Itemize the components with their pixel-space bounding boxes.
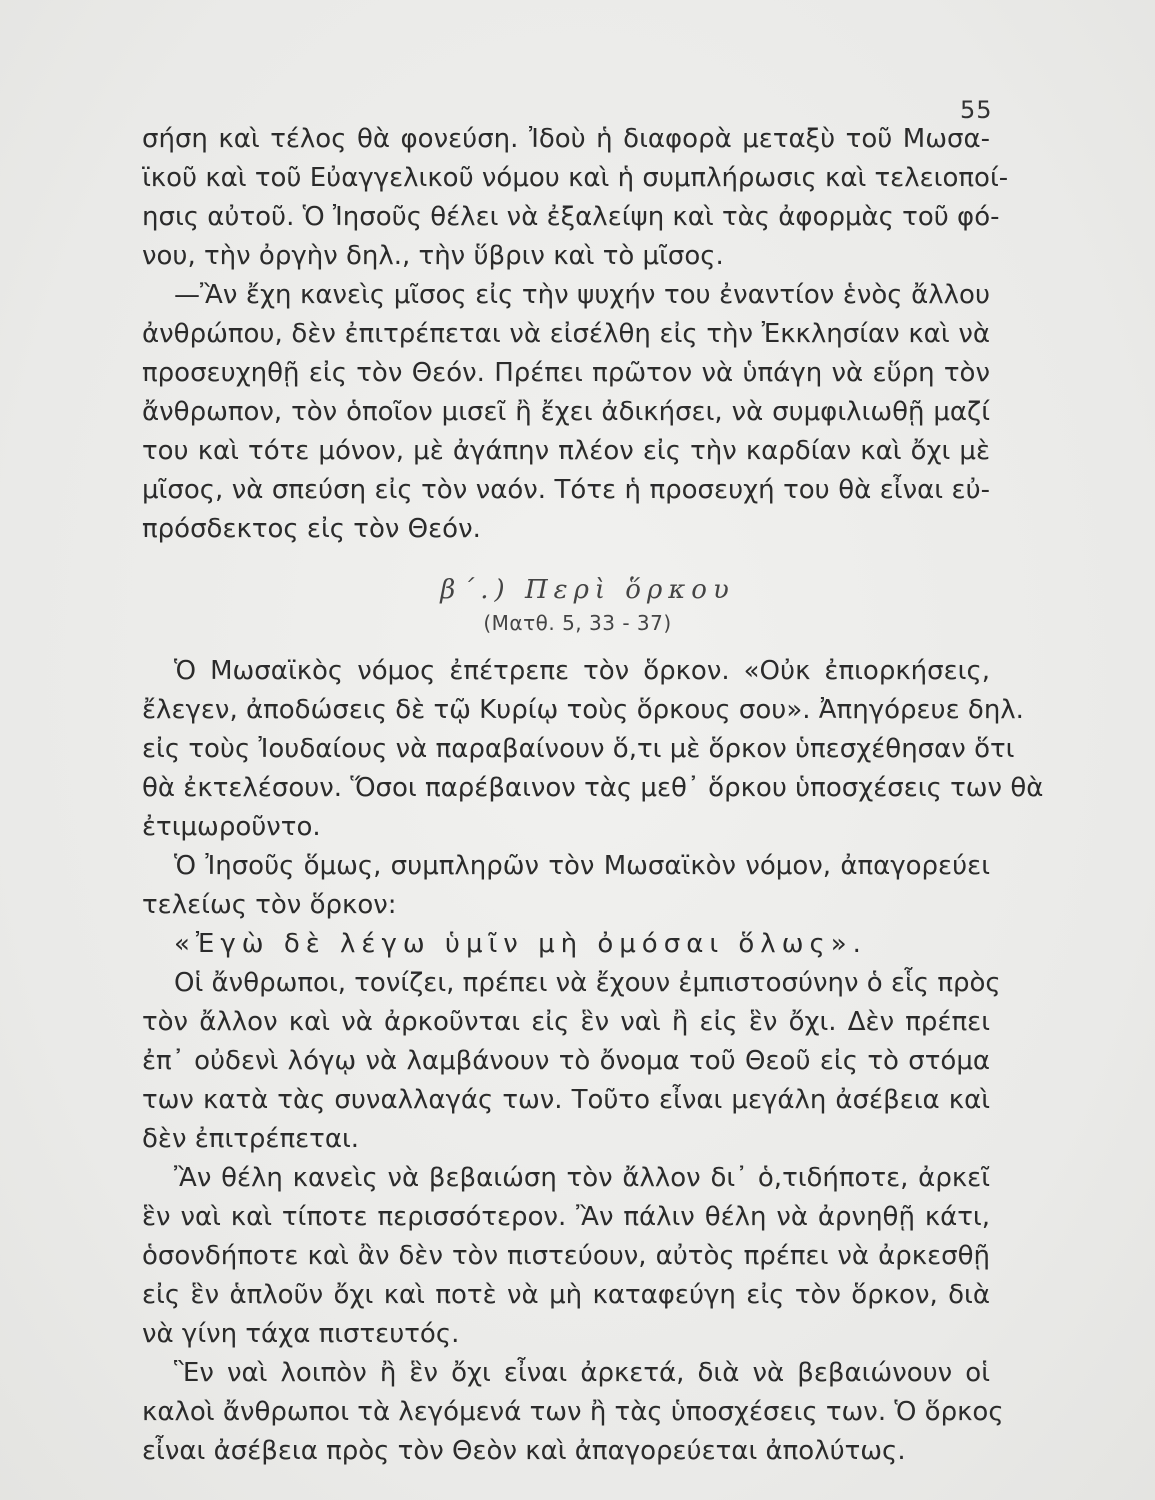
- text-block-lower: [142, 652, 1044, 1471]
- quotation: «Ἐγὼ δὲ λέγω ὑμῖν μὴ ὀμόσαι ὅλως».: [174, 929, 867, 959]
- paragraph-line: ἐπ᾽ οὐδενὶ λόγῳ νὰ λαμβάνουν τὸ ὄνομα τοῦ Θεοῦ εἰς τὸ στόμα: [142, 1046, 990, 1076]
- paragraph-line: ἀνθρώπου, δὲν ἐπιτρέπεται νὰ εἰσέλθη εἰς τὴν Ἐκκλησίαν καὶ νὰ: [142, 319, 990, 349]
- paragraph-line: εἶναι ἀσέβεια πρὸς τὸν Θεὸν καὶ ἀπαγορεύεται ἀπολύτως.: [142, 1436, 906, 1466]
- paragraph-line: ἄνθρωπον, τὸν ὁποῖον μισεῖ ἢ ἔχει ἀδικήσει, νὰ συμφιλιωθῇ μαζί: [142, 397, 990, 427]
- paragraph-line: νὰ γίνη τάχα πιστευτός.: [142, 1319, 460, 1349]
- paragraph-line: εἰς ἓν ἁπλοῦν ὄχι καὶ ποτὲ νὰ μὴ καταφεύγη εἰς τὸν ὅρκον, διὰ: [142, 1280, 990, 1310]
- paragraph-line: πρόσδεκτος εἰς τὸν Θεόν.: [142, 514, 481, 544]
- paragraph-line: θὰ ἐκτελέσουν. Ὅσοι παρέβαινον τὰς μεθ᾽ ὅρκου ὑποσχέσεις των θὰ: [142, 773, 1044, 803]
- paragraph-line: ησις αὐτοῦ. Ὁ Ἰησοῦς θέλει νὰ ἐξαλείψη καὶ τὰς ἀφορμὰς τοῦ φό-: [142, 202, 1000, 232]
- text-block-upper: [142, 120, 1009, 549]
- paragraph-line: τὸν ἄλλον καὶ νὰ ἀρκοῦνται εἰς ἓν ναὶ ἢ εἰς ἓν ὄχι. Δὲν πρέπει: [142, 1007, 990, 1037]
- paragraph-line: ὁσονδήποτε καὶ ἂν δὲν τὸν πιστεύουν, αὐτὸς πρέπει νὰ ἀρκεσθῇ: [142, 1241, 990, 1271]
- paragraph-line: μῖσος, νὰ σπεύση εἰς τὸν ναόν. Τότε ἡ προσευχή του θὰ εἶναι εὐ-: [142, 475, 990, 505]
- paragraph-line: —Ἂν ἔχη κανεὶς μῖσος εἰς τὴν ψυχήν του ἐναντίον ἑνὸς ἄλλου: [174, 280, 990, 310]
- paragraph-line: των κατὰ τὰς συναλλαγάς των. Τοῦτο εἶναι μεγάλη ἀσέβεια καὶ: [142, 1085, 990, 1115]
- paragraph-line: καλοὶ ἄνθρωποι τὰ λεγόμενά των ἢ τὰς ὑποσχέσεις των. Ὁ ὅρκος: [142, 1397, 1004, 1427]
- paragraph-line: Ἓν ναὶ λοιπὸν ἢ ἓν ὄχι εἶναι ἀρκετά, διὰ νὰ βεβαιώνουν οἱ: [174, 1358, 990, 1388]
- paragraph-line: νου, τὴν ὀργὴν δηλ., τὴν ὕβριν καὶ τὸ μῖσος.: [142, 241, 724, 271]
- paragraph-line: του καὶ τότε μόνον, μὲ ἀγάπην πλέον εἰς τὴν καρδίαν καὶ ὄχι μὲ: [142, 436, 990, 466]
- paragraph-line: Ὁ Μωσαϊκὸς νόμος ἐπέτρεπε τὸν ὅρκον. «Οὐκ ἐπιορκήσεις,: [174, 656, 990, 686]
- section-title: β΄.) Περὶ ὅρκου: [440, 575, 735, 605]
- paragraph-line: ϊκοῦ καὶ τοῦ Εὐαγγελικοῦ νόμου καὶ ἡ συμπλήρωσις καὶ τελειοποί-: [142, 163, 1009, 193]
- paragraph-line: ἔλεγεν, ἀποδώσεις δὲ τῷ Κυρίῳ τοὺς ὅρκους σου». Ἀπηγόρευε δηλ.: [142, 695, 1024, 725]
- paragraph-line: Οἱ ἄνθρωποι, τονίζει, πρέπει νὰ ἔχουν ἐμπιστοσύνην ὁ εἷς πρὸς: [174, 968, 1001, 998]
- page-number: 55: [960, 96, 993, 124]
- section-reference: (Ματθ. 5, 33 - 37): [483, 611, 672, 635]
- paragraph-line: ἐτιμωροῦντο.: [142, 812, 321, 842]
- paragraph-line: Ὁ Ἰησοῦς ὅμως, συμπληρῶν τὸν Μωσαϊκὸν νόμον, ἀπαγορεύει: [174, 851, 990, 881]
- paragraph-line: δὲν ἐπιτρέπεται.: [142, 1124, 360, 1154]
- paragraph-line: τελείως τὸν ὅρκον:: [142, 890, 397, 920]
- paragraph-line: ἓν ναὶ καὶ τίποτε περισσότερον. Ἂν πάλιν θέλη νὰ ἀρνηθῇ κάτι,: [142, 1202, 990, 1232]
- paragraph-line: σήση καὶ τέλος θὰ φονεύση. Ἰδοὺ ἡ διαφορὰ μεταξὺ τοῦ Μωσα-: [142, 124, 990, 154]
- paragraph-line: Ἂν θέλη κανεὶς νὰ βεβαιώση τὸν ἄλλον δι᾽ ὁ,τιδήποτε, ἀρκεῖ: [174, 1163, 990, 1193]
- paragraph-line: προσευχηθῇ εἰς τὸν Θεόν. Πρέπει πρῶτον νὰ ὑπάγη νὰ εὕρη τὸν: [142, 358, 990, 388]
- paragraph-line: εἰς τοὺς Ἰουδαίους νὰ παραβαίνουν ὅ,τι μὲ ὅρκον ὑπεσχέθησαν ὅτι: [142, 734, 1015, 764]
